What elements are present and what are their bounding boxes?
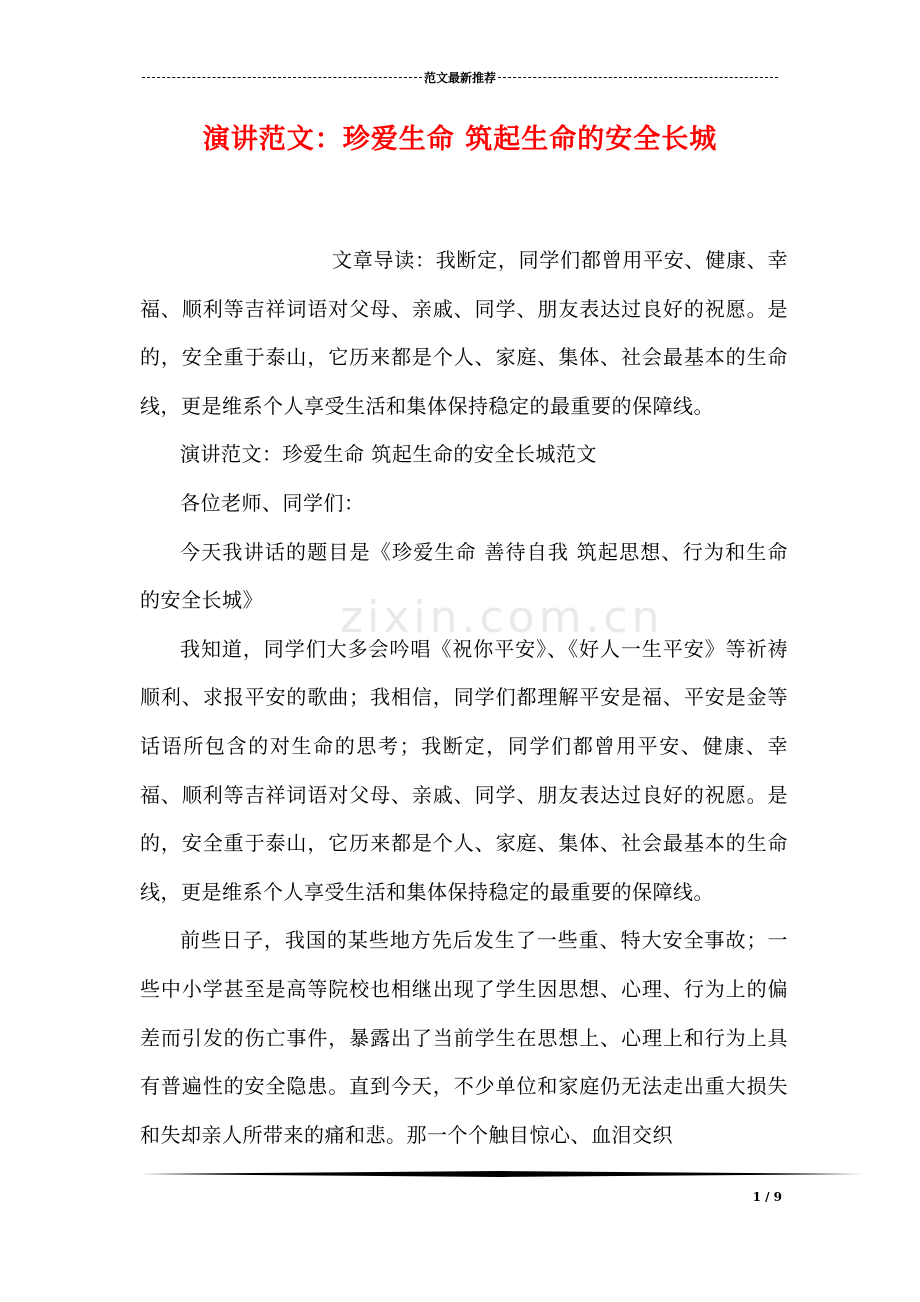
page-number: 1 / 9 — [752, 1190, 782, 1204]
watermark: zixin.com.cn — [340, 592, 664, 643]
body-paragraph: 前些日子，我国的某些地方先后发生了一些重、特大安全事故；一些中小学甚至是高等院校也相继出现了学生因思想、心理、行为上的偏差而引发的伤亡事件，暴露出了当前学生在思想上、心理上和行为上具有普遍性的安全隐患。直到今天，不少单位和家庭仍无法走出重大损失和失却亲人所带来的痛和悲。那一个个触目惊心、血泪交织 — [140, 928, 788, 1147]
document-title: 演讲范文：珍爱生命 筑起生命的安全长城 — [202, 124, 718, 155]
header-rule-right — [498, 77, 778, 78]
subtitle-paragraph: 演讲范文：珍爱生命 筑起生命的安全长城范文 — [180, 442, 597, 467]
header-rule-left — [142, 77, 422, 78]
intro-paragraph: 文章导读：我断定，同学们都曾用平安、健康、幸福、顺利等吉祥词语对父母、亲戚、同学、朋友表达过良好的祝愿。是的，安全重于泰山，它历来都是个人、家庭、集体、社会最基本的生命线，更是维系个人享受生活和集体保持稳定的最重要的保障线。 — [140, 248, 788, 418]
salutation-paragraph: 各位老师、同学们： — [180, 490, 365, 515]
page-header — [140, 67, 780, 87]
topic-paragraph: 今天我讲话的题目是《珍爱生命 善待自我 筑起思想、行为和生命的安全长城》 — [140, 539, 788, 613]
header-label: 范文最新推荐 — [424, 70, 497, 85]
body-paragraph: 我知道，同学们大多会吟唱《祝你平安》、《好人一生平安》等祈祷顺利、求报平安的歌曲；我相信，同学们都理解平安是福、平安是金等话语所包含的对生命的思考；我断定，同学们都曾用平安、健康、幸福、顺利等吉祥词语对父母、亲戚、同学、朋友表达过良好的祝愿。是的，安全重于泰山，它历来都是个人、家庭、集体、社会最基本的生命线，更是维系个人享受生活和集体保持稳定的最重要的保障线。 — [140, 636, 788, 904]
footer-rule — [140, 1171, 862, 1177]
document-body — [140, 236, 788, 1159]
